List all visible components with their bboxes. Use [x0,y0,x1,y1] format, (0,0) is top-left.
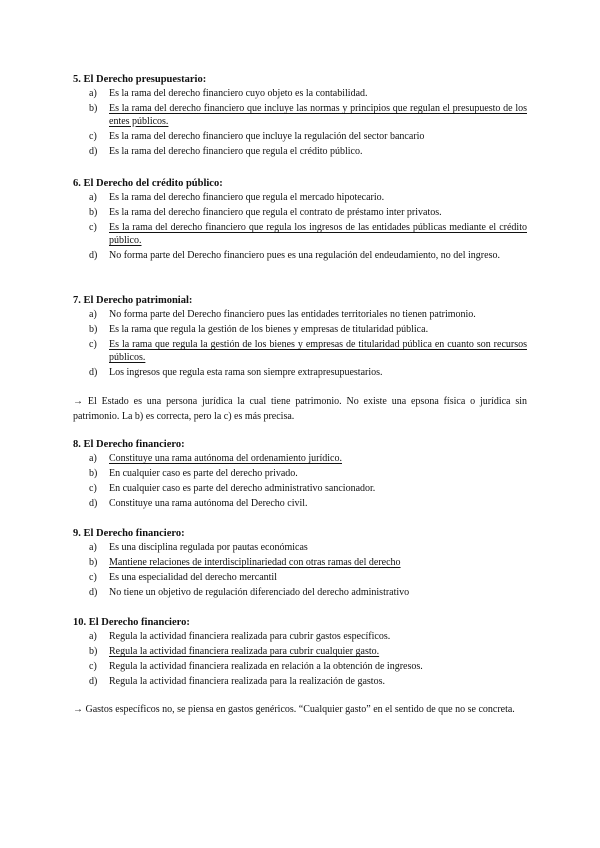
option-letter: b) [89,324,98,336]
option-text: Constituye una rama autónoma del ordenamiento jurídico. [109,453,342,464]
option-text: Es la rama que regula la gestión de los bienes y empresas de titularidad pública. [109,324,429,336]
option-letter: d) [89,498,98,510]
option-letter: c) [89,483,97,495]
note-question-10: → Gastos específicos no, se piensa en gastos genéricos. “Cualquier gasto” en el sentido de que no se concreta. [73,704,515,715]
option-text: Regula la actividad financiera realizada para la realización de gastos. [109,676,385,688]
option-text: Regula la actividad financiera realizada para cubrir gastos específicos. [109,631,391,642]
option-letter: a) [89,542,97,553]
option-text: No forma parte del Derecho financiero pues es una regulación del endeudamiento, no del ingreso. [109,249,500,261]
option-text: Es una disciplina regulada por pautas económicas [109,542,308,553]
option-a [73,631,527,644]
note-question-7: → El Estado es una persona jurídica la cual tiene patrimonio. No existe una epsona física o jurídica sin patrimonio. La b) es correcta, pero la c) es más precisa. [73,396,527,422]
option-b-correct [73,103,527,128]
option-a [73,309,527,322]
option-c-correct [73,222,527,247]
option-letter: a) [89,192,97,203]
option-text: Regula la actividad financiera realizada para cubrir cualquier gasto. [109,646,380,658]
question-title: 5. El Derecho presupuestario: [73,74,207,85]
option-text: Es la rama que regula la gestión de los bienes y empresas de titularidad pública en cuanto son recursos públicos. [109,339,527,363]
option-d [73,367,527,380]
option-a-correct [73,453,527,466]
option-letter: b) [89,646,98,658]
option-letter: c) [89,661,97,673]
option-text: Es una especialidad del derecho mercantil [109,572,277,584]
option-letter: d) [89,587,98,599]
option-letter: d) [89,145,98,157]
option-text: Regula la actividad financiera realizada en relación a la obtención de ingresos. [109,661,423,673]
option-c [73,483,527,496]
option-letter: d) [89,366,98,378]
option-letter: d) [89,249,98,261]
option-b-correct [73,557,527,570]
question-5 [73,73,527,161]
option-letter: a) [89,453,97,464]
question-8 [73,438,527,513]
option-d [73,676,527,689]
option-text: Es la rama del derecho financiero cuyo objeto es la contabilidad. [109,88,368,99]
question-title: 6. El Derecho del crédito público: [73,178,223,189]
option-letter: b) [89,557,98,569]
option-text: Es la rama del derecho financiero que regula el crédito público. [109,145,363,157]
option-letter: c) [89,222,97,234]
question-9 [73,527,527,602]
option-c [73,131,527,144]
option-d [73,498,527,511]
option-b [73,324,527,337]
question-title: 7. El Derecho patrimonial: [73,295,193,306]
option-text: Es la rama del derecho financiero que regula el mercado hipotecario. [109,192,385,203]
option-a [73,88,527,101]
option-text: En cualquier caso es parte del derecho administrativo sancionador. [109,483,376,495]
option-b-correct [73,646,527,659]
option-text: Es la rama del derecho financiero que regula los ingresos de las entidades públicas mediante el crédito público. [109,222,527,246]
option-b [73,207,527,220]
option-c-correct [73,339,527,364]
option-a [73,192,527,205]
option-letter: c) [89,130,97,142]
option-text: Es la rama del derecho financiero que incluye la regulación del sector bancario [109,130,425,142]
option-letter: b) [89,103,98,115]
option-text: En cualquier caso es parte del derecho privado. [109,468,298,480]
question-title: 10. El Derecho financiero: [73,617,190,628]
option-letter: d) [89,676,98,688]
option-text: Mantiene relaciones de interdisciplinariedad con otras ramas del derecho [109,557,401,569]
option-text: Es la rama del derecho financiero que regula el contrato de préstamo inter privatos. [109,207,442,219]
option-letter: a) [89,309,97,320]
option-text: Constituye una rama autónoma del Derecho civil. [109,498,308,510]
question-title: 8. El Derecho financiero: [73,439,185,450]
option-letter: a) [89,88,97,99]
option-letter: c) [89,572,97,584]
option-letter: b) [89,207,98,219]
question-10 [73,616,527,691]
option-d [73,250,527,263]
question-title: 9. El Derecho financiero: [73,528,185,539]
option-c [73,572,527,585]
question-7 [73,294,527,382]
option-a [73,542,527,555]
option-text: No forma parte del Derecho financiero pues las entidades territoriales no tienen patrimonio. [109,309,476,320]
option-letter: b) [89,468,98,480]
option-d [73,146,527,159]
option-c [73,661,527,674]
option-letter: a) [89,631,97,642]
option-d [73,587,527,600]
option-text: No tiene un objetivo de regulación diferenciado del derecho administrativo [109,587,410,599]
option-text: Es la rama del derecho financiero que incluye las normas y principios que regulan el presupuesto de los entes públicos. [109,103,527,127]
question-6 [73,177,527,265]
option-b [73,468,527,481]
option-text: Los ingresos que regula esta rama son siempre extrapresupuestarios. [109,366,383,378]
option-letter: c) [89,339,97,351]
